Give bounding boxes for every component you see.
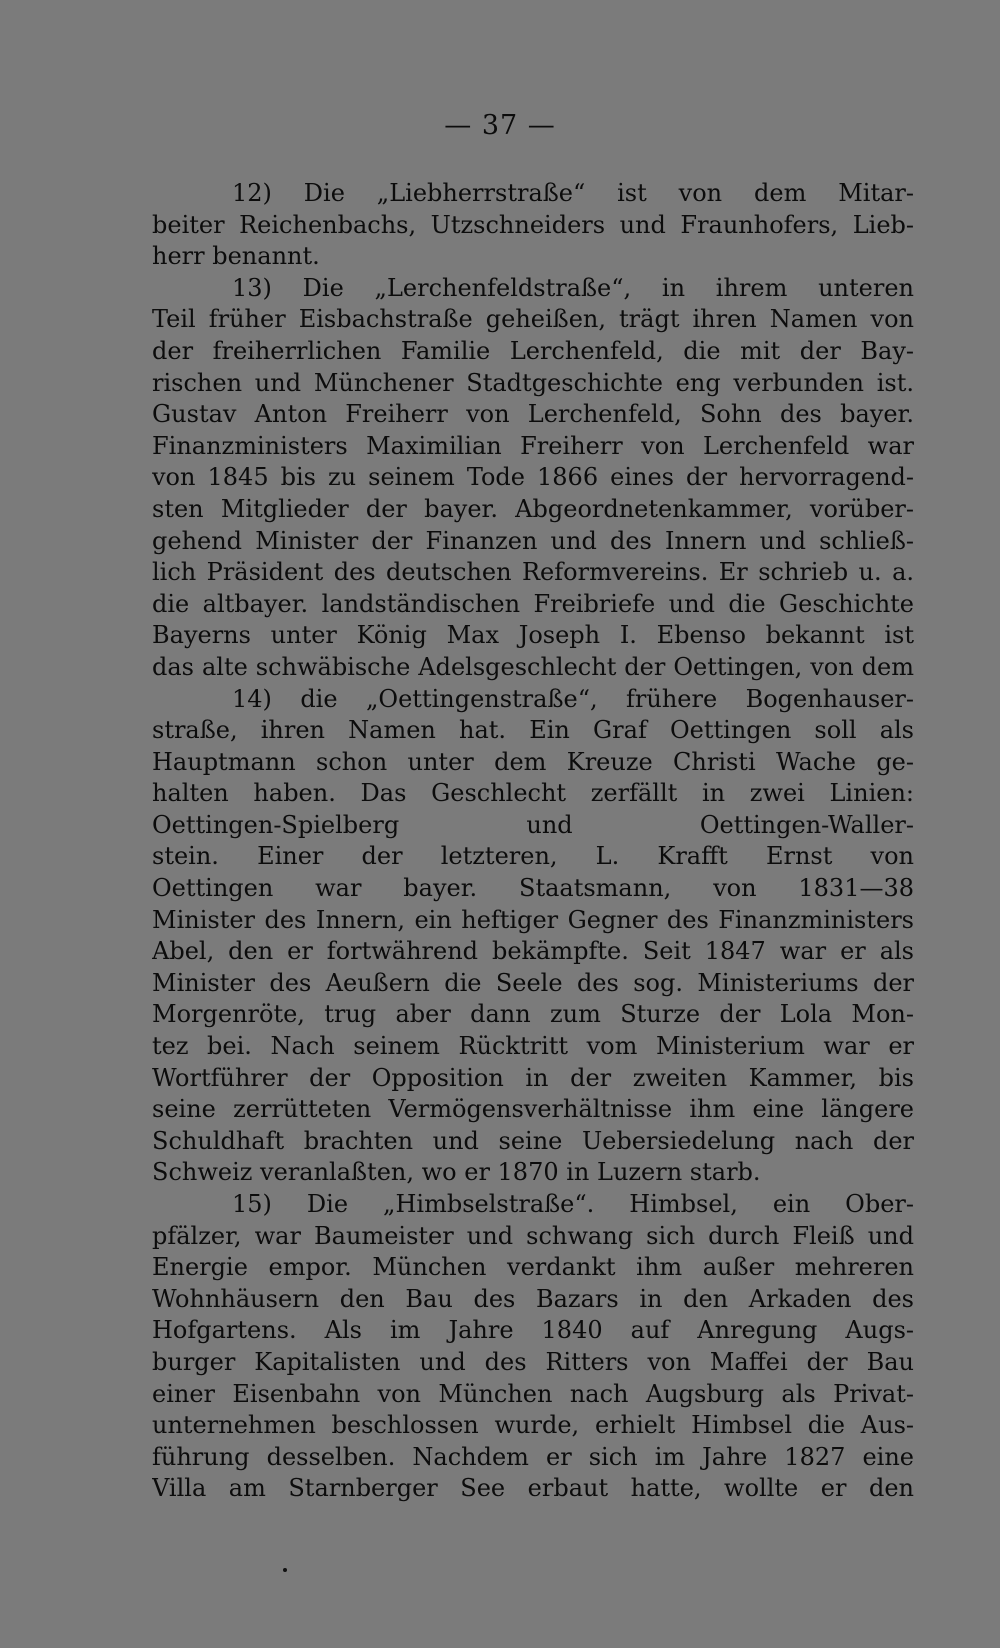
page-number: — 37 — (444, 110, 556, 141)
text-line: 14) die „Oettingenstraße“, frühere Bogenhauser- (232, 684, 914, 713)
text-line: Bayerns unter König Max Joseph I. Ebenso bekannt ist (152, 621, 914, 650)
body-text (152, 178, 914, 1505)
text-line: 13) Die „Lerchenfeldstraße“, in ihrem unteren (232, 273, 914, 302)
text-line: Morgenröte, trug aber dann zum Sturze der Lola Mon- (152, 1000, 914, 1029)
text-line: der freiherrlichen Familie Lerchenfeld, die mit der Bay- (152, 336, 914, 365)
text-line: Finanzministers Maximilian Freiherr von Lerchenfeld war (152, 431, 914, 460)
text-line: halten haben. Das Geschlecht zerfällt in zwei Linien: (152, 779, 914, 808)
text-line: gehend Minister der Finanzen und des Innern und schließ- (152, 526, 914, 555)
text-line: tez bei. Nach seinem Rücktritt vom Ministerium war er (152, 1032, 914, 1061)
text-line: seine zerrütteten Vermögensverhältnisse ihm eine längere (152, 1095, 914, 1124)
text-line: unternehmen beschlossen wurde, erhielt Himbsel die Aus- (152, 1411, 914, 1440)
text-line: Minister des Aeußern die Seele des sog. Ministeriums der (152, 968, 914, 997)
text-line: Energie empor. München verdankt ihm außer mehreren (152, 1253, 914, 1282)
text-line: führung desselben. Nachdem er sich im Jahre 1827 eine (152, 1442, 914, 1471)
text-line: straße, ihren Namen hat. Ein Graf Oettingen soll als (152, 716, 914, 745)
text-line: Teil früher Eisbachstraße geheißen, trägt ihren Namen von (152, 305, 914, 334)
text-line: rischen und Münchener Stadtgeschichte eng verbunden ist. (152, 368, 914, 397)
text-line: Villa am Starnberger See erbaut hatte, wollte er den (152, 1474, 914, 1503)
text-line: burger Kapitalisten und des Ritters von Maffei der Bau (152, 1347, 914, 1376)
text-line: Abel, den er fortwährend bekämpfte. Seit 1847 war er als (152, 937, 914, 966)
text-line: pfälzer, war Baumeister und schwang sich durch Fleiß und (152, 1221, 914, 1250)
text-line: 12) Die „Liebherrstraße“ ist von dem Mitar- (232, 179, 914, 207)
text-line: 15) Die „Himbselstraße“. Himbsel, ein Ober- (232, 1190, 914, 1218)
text-line: Hauptmann schon unter dem Kreuze Christi Wache ge- (152, 747, 914, 776)
text-line: Schweiz veranlaßten, wo er 1870 in Luzern starb. (152, 1158, 761, 1187)
text-line: Minister des Innern, ein heftiger Gegner des Finanzministers (152, 905, 914, 934)
text-line: stein. Einer der letzteren, L. Krafft Ernst von (152, 842, 914, 871)
text-line: das alte schwäbische Adelsgeschlecht der Oettingen, von dem (152, 652, 914, 681)
text-line: die altbayer. landständischen Freibriefe und die Geschichte (152, 589, 914, 618)
text-line: einer Eisenbahn von München nach Augsburg als Privat- (152, 1379, 914, 1408)
text-line: Schuldhaft brachten und seine Uebersiedelung nach der (152, 1126, 914, 1155)
text-line: Wohnhäusern den Bau des Bazars in den Arkaden des (152, 1284, 914, 1313)
text-line: lich Präsident des deutschen Reformvereins. Er schrieb u. a. (152, 558, 914, 587)
text-line: Oettingen-Spielberg und Oettingen-Waller- (152, 810, 914, 839)
text-line: sten Mitglieder der bayer. Abgeordnetenkammer, vorüber- (152, 494, 914, 523)
text-line: Hofgartens. Als im Jahre 1840 auf Anregung Augs- (152, 1316, 914, 1345)
text-line: herr benannt. (152, 242, 320, 271)
text-line: Wortführer der Opposition in der zweiten Kammer, bis (152, 1063, 914, 1092)
text-line: beiter Reichenbachs, Utzschneiders und Fraunhofers, Lieb- (152, 210, 914, 239)
print-speck (283, 1568, 287, 1572)
text-line: von 1845 bis zu seinem Tode 1866 eines der hervorragend- (152, 463, 914, 492)
text-line: Oettingen war bayer. Staatsmann, von 1831—38 (152, 874, 914, 903)
text-line: Gustav Anton Freiherr von Lerchenfeld, Sohn des bayer. (152, 400, 914, 429)
